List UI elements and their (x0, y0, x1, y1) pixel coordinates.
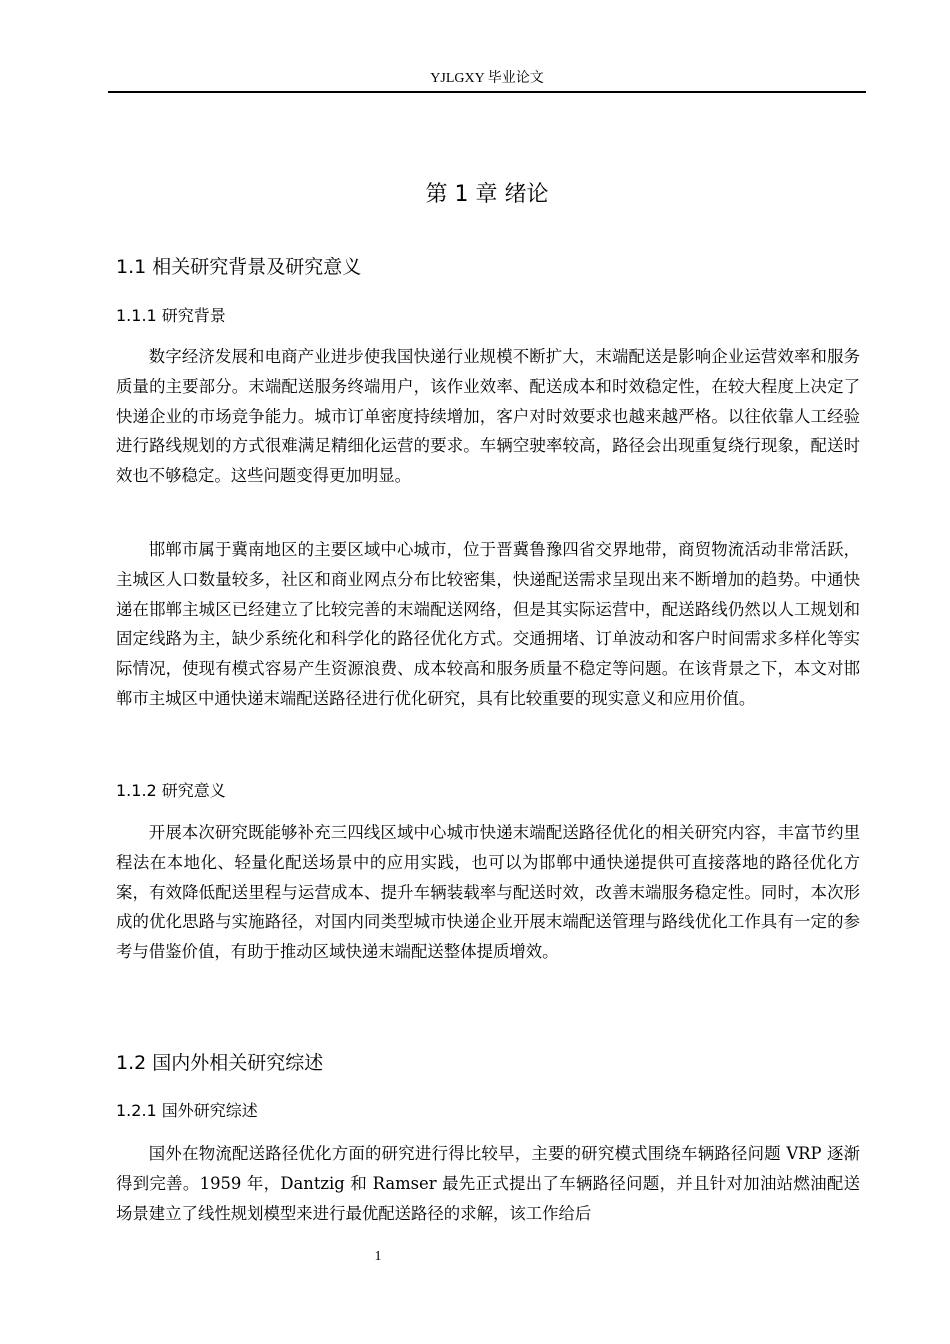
page-number: 1 (374, 1249, 382, 1264)
section-heading-1-1: 1.1 相关研究背景及研究意义 (116, 256, 362, 278)
subsection-heading-1-2-1: 1.2.1 国外研究综述 (116, 1101, 258, 1120)
paragraph-research-background-2: 邯郸市属于冀南地区的主要区域中心城市，位于晋冀鲁豫四省交界地带，商贸物流活动非常活跃，主城区人口数量较多，社区和商业网点分布比较密集，快递配送需求呈现出来不断增加的趋势。中通快递在邯郸主城区已经建立了比较完善的末端配送网络，但是其实际运营中，配送路线仍然以人工规划和固定线路为主，缺少系统化和科学化的路径优化方式。交通拥堵、订单波动和客户时间需求多样化等实际情况，使现有模式容易产生资源浪费、成本较高和服务质量不稳定等问题。在该背景之下，本文对邯郸市主城区中通快递末端配送路径进行优化研究，具有比较重要的现实意义和应用价值。 (116, 540, 860, 708)
paragraph-research-significance: 开展本次研究既能够补充三四线区域中心城市快递末端配送路径优化的相关研究内容，丰富节约里程法在本地化、轻量化配送场景中的应用实践，也可以为邯郸中通快递提供可直接落地的路径优化方案，有效降低配送里程与运营成本、提升车辆装载率与配送时效，改善末端服务稳定性。同时，本次形成的优化思路与实施路径，对国内同类型城市快递企业开展末端配送管理与路线优化工作具有一定的参考与借鉴价值，有助于推动区域快递末端配送整体提质增效。 (116, 823, 860, 962)
subsection-heading-1-1-1: 1.1.1 研究背景 (116, 306, 226, 325)
page-header: YJLGXY 毕业论文 (430, 71, 544, 86)
paragraph-foreign-review: 国外在物流配送路径优化方面的研究进行得比较早，主要的研究模式围绕车辆路径问题 VRP 逐渐得到完善。1959 年，Dantzig 和 Ramser 最先正式提出了车辆路径问题，并且针对加油站燃油配送场景建立了线性规划模型来进行最优配送路径的求解，该工作给后 (116, 1144, 860, 1223)
paragraph-research-background-1: 数字经济发展和电商产业进步使我国快递行业规模不断扩大，末端配送是影响企业运营效率和服务质量的主要部分。末端配送服务终端用户，该作业效率、配送成本和时效稳定性，在较大程度上决定了快递企业的市场竞争能力。城市订单密度持续增加，客户对时效要求也越来越严格。以往依靠人工经验进行路线规划的方式很难满足精细化运营的要求。车辆空驶率较高，路径会出现重复绕行现象，配送时效也不够稳定。这些问题变得更加明显。 (116, 347, 860, 486)
subsection-heading-1-1-2: 1.1.2 研究意义 (116, 781, 226, 800)
header-divider (108, 91, 866, 93)
chapter-title: 第 1 章 绪论 (425, 182, 549, 207)
section-heading-1-2: 1.2 国内外相关研究综述 (116, 1052, 324, 1074)
